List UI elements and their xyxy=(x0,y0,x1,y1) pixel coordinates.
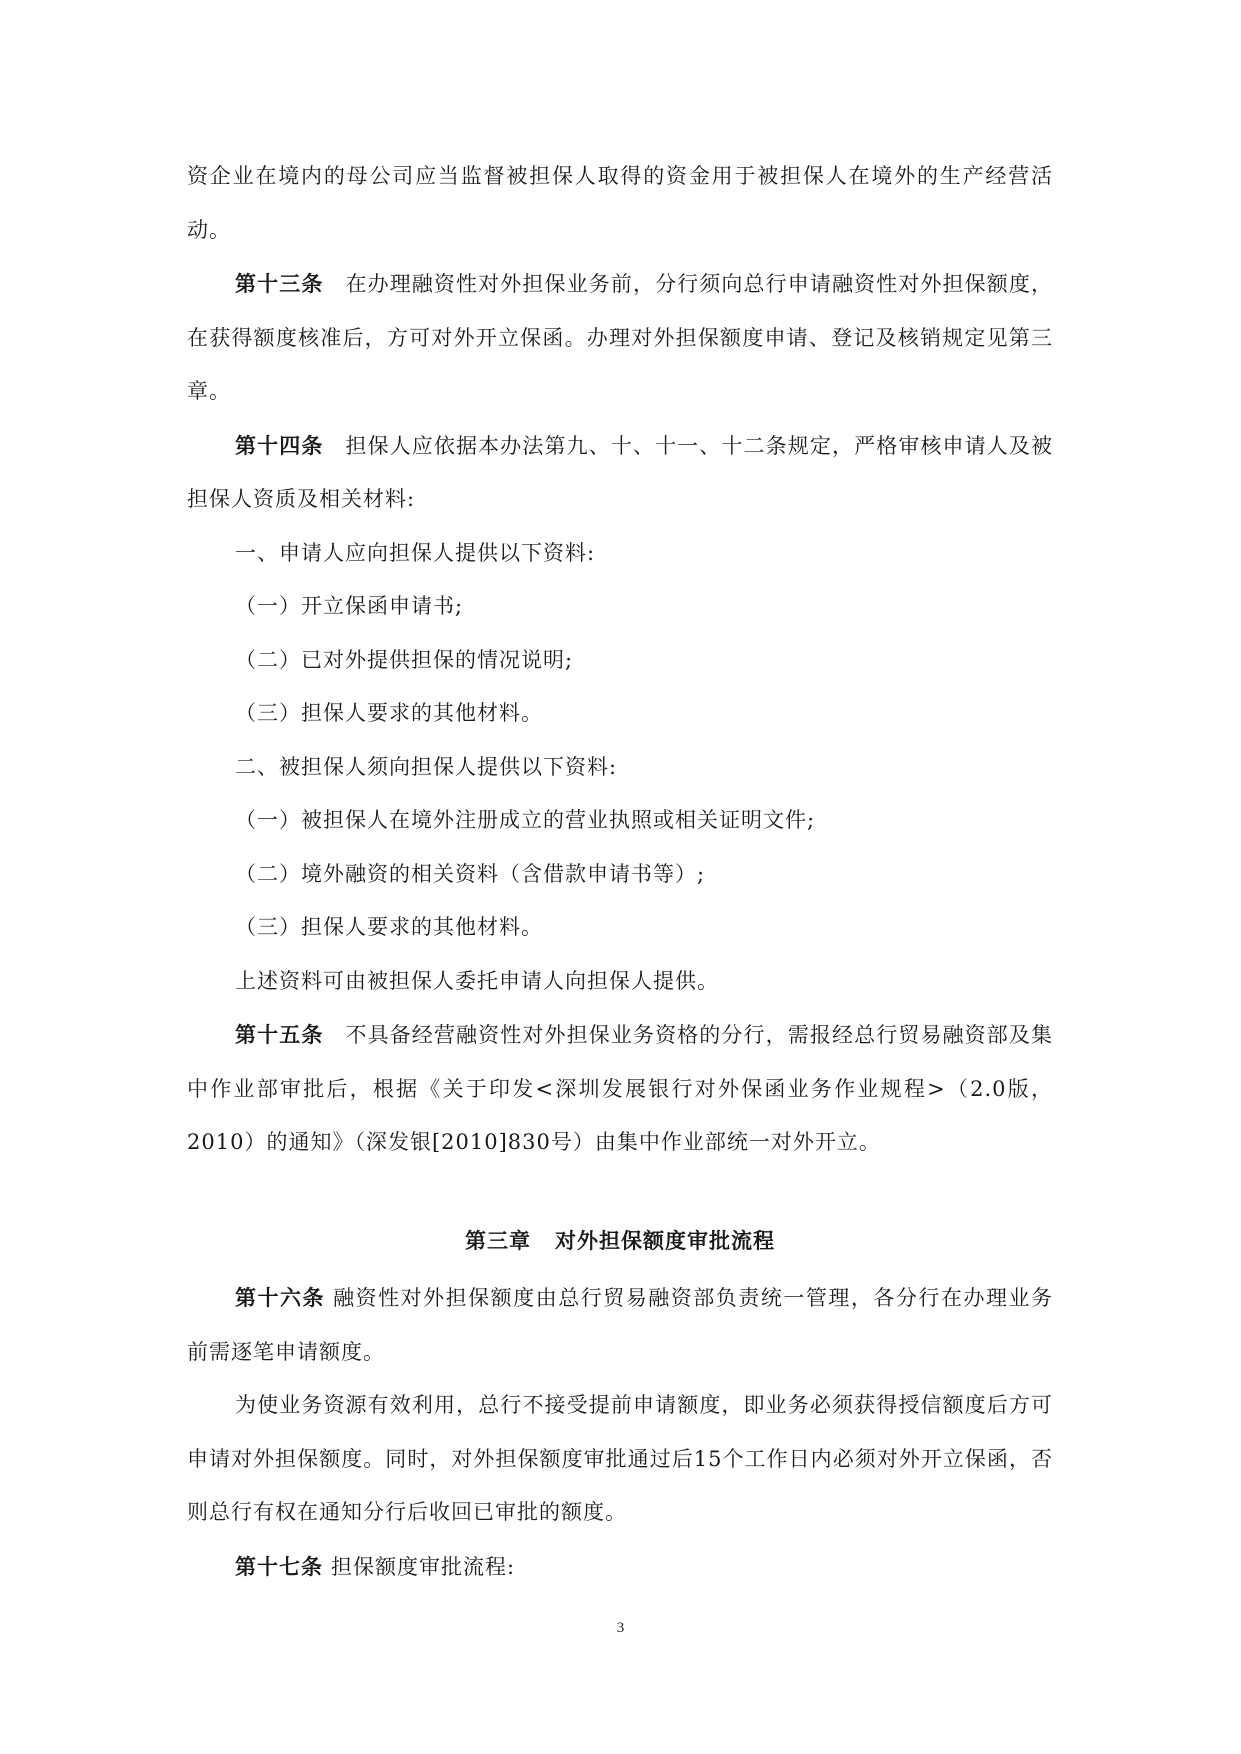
chapter-title: 对外担保额度审批流程 xyxy=(555,1227,775,1253)
chapter-number: 第三章 xyxy=(465,1227,531,1253)
chapter-heading xyxy=(187,1214,1053,1268)
list-item-1-3: （三）担保人要求的其他材料。 xyxy=(235,701,543,725)
article-17 xyxy=(187,1540,1053,1595)
paragraph-continuation: 资企业在境内的母公司应当监督被担保人取得的资金用于被担保人在境外的生产经营活动。 xyxy=(187,164,1053,242)
list-note: 上述资料可由被担保人委托申请人向担保人提供。 xyxy=(235,968,719,993)
list-item-1-1: （一）开立保函申请书; xyxy=(235,594,464,618)
document-body xyxy=(187,150,1053,1594)
article-13 xyxy=(187,257,1053,419)
article-14 xyxy=(187,419,1053,527)
article-15 xyxy=(187,1008,1053,1170)
article-15-text: 不具备经营融资性对外担保业务资格的分行，需报经总行贸易融资部及集中作业部审批后，根据《关于印发<深圳发展银行对外保函业务作业规程>（2.0版，2010）的通知》（深发银[2010]830号）由集中作业部统一对外开立。 xyxy=(187,1023,1054,1154)
article-16-label: 第十六条 xyxy=(235,1285,326,1310)
article-14-text: 担保人应依据本办法第九、十、十一、十二条规定，严格审核申请人及被担保人资质及相关材料: xyxy=(187,433,1054,511)
list-item-1-2: （二）已对外提供担保的情况说明; xyxy=(235,647,574,672)
article-13-label: 第十三条 xyxy=(235,271,324,296)
article-17-text: 担保额度审批流程: xyxy=(331,1554,516,1579)
article-16-paragraph-2: 为使业务资源有效利用，总行不接受提前申请额度，即业务必须获得授信额度后方可申请对外担保额度。同时，对外担保额度审批通过后15个工作日内必须对外开立保函，否则总行有权在通知分行后收回已审批的额度。 xyxy=(187,1393,1053,1524)
article-13-text: 在办理融资性对外担保业务前，分行须向总行申请融资性对外担保额度，在获得额度核准后，方可对外开立保函。办理对外担保额度申请、登记及核销规定见第三章。 xyxy=(187,272,1054,403)
list-item-2-2: （二）境外融资的相关资料（含借款申请书等）; xyxy=(235,861,706,886)
article-14-label: 第十四条 xyxy=(235,432,324,458)
article-16-text: 融资性对外担保额度由总行贸易融资部负责统一管理，各分行在办理业务前需逐笔申请额度。 xyxy=(187,1286,1054,1364)
list-item-1: 一、申请人应向担保人提供以下资料: xyxy=(235,540,596,565)
article-16 xyxy=(187,1271,1053,1379)
list-item-2-3: （三）担保人要求的其他材料。 xyxy=(235,915,543,939)
article-17-label: 第十七条 xyxy=(235,1553,323,1579)
list-item-2-1: （一）被担保人在境外注册成立的营业执照或相关证明文件; xyxy=(235,808,816,832)
article-15-label: 第十五条 xyxy=(235,1022,324,1047)
list-item-2: 二、被担保人须向担保人提供以下资料: xyxy=(235,754,618,779)
page-number: 3 xyxy=(616,1620,625,1636)
